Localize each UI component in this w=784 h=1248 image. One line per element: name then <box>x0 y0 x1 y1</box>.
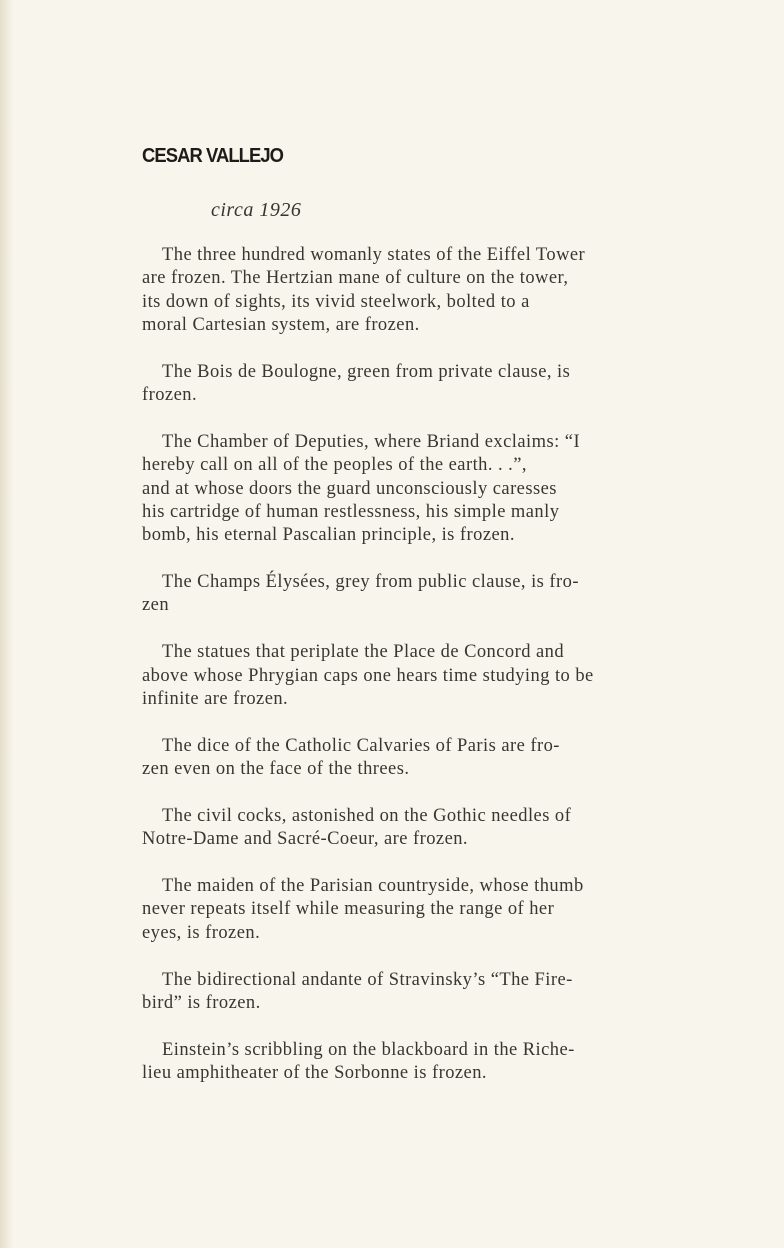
text-line: bomb, his eternal Pascalian principle, is frozen. <box>142 525 515 546</box>
poem-paragraph <box>142 431 594 547</box>
text-line: its down of sights, its vivid steelwork, bolted to a <box>142 291 530 312</box>
poem-paragraph <box>142 641 594 711</box>
text-line: hereby call on all of the peoples of the earth. . .”, <box>142 455 527 476</box>
poem-paragraph <box>142 969 594 1016</box>
poem-paragraph <box>142 875 594 945</box>
poem-paragraph <box>142 1039 594 1086</box>
text-line: The three hundred womanly states of the Eiffel Tower <box>162 245 586 265</box>
author-heading: CESAR VALLEJO <box>142 145 284 167</box>
text-line: frozen. <box>142 385 198 406</box>
text-line: The Champs Élysées, grey from public clause, is fro- <box>162 572 579 593</box>
text-line: zen even on the face of the threes. <box>142 759 410 780</box>
text-line: are frozen. The Hertzian mane of culture on the tower, <box>142 268 569 289</box>
text-line: never repeats itself while measuring the range of her <box>142 899 555 920</box>
poem-title: circa 1926 <box>211 199 302 221</box>
text-line: The Chamber of Deputies, where Briand exclaims: “I <box>162 431 581 452</box>
text-line: above whose Phrygian caps one hears time studying to be <box>142 665 594 686</box>
page-edge-shadow <box>0 0 14 1248</box>
text-line: moral Cartesian system, are frozen. <box>142 314 420 335</box>
text-line: Einstein’s scribbling on the blackboard in the Riche- <box>162 1039 575 1060</box>
poem-paragraph <box>142 571 594 618</box>
poem-paragraph <box>142 735 594 782</box>
text-line: bird” is frozen. <box>142 992 261 1013</box>
text-line: The statues that periplate the Place de Concord and <box>162 642 565 663</box>
poem-paragraph <box>142 244 594 337</box>
poem-paragraph <box>142 361 594 408</box>
text-line: lieu amphitheater of the Sorbonne is frozen. <box>142 1063 487 1084</box>
poem-paragraph <box>142 805 594 852</box>
text-line: The civil cocks, astonished on the Gothic needles of <box>162 805 572 826</box>
text-line: Notre-Dame and Sacré-Coeur, are frozen. <box>142 829 469 850</box>
text-line: The dice of the Catholic Calvaries of Paris are fro- <box>162 735 560 756</box>
text-line: The maiden of the Parisian countryside, whose thumb <box>162 876 584 897</box>
poem-body <box>142 244 594 1109</box>
text-line: The bidirectional andante of Stravinsky’s “The Fire- <box>162 969 573 990</box>
text-line: eyes, is frozen. <box>142 922 261 943</box>
text-line: his cartridge of human restlessness, his simple manly <box>142 501 560 522</box>
text-line: The Bois de Boulogne, green from private clause, is <box>162 361 571 382</box>
text-line: infinite are frozen. <box>142 688 289 709</box>
text-line: and at whose doors the guard unconsciously caresses <box>142 478 557 499</box>
text-line: zen <box>142 595 170 616</box>
